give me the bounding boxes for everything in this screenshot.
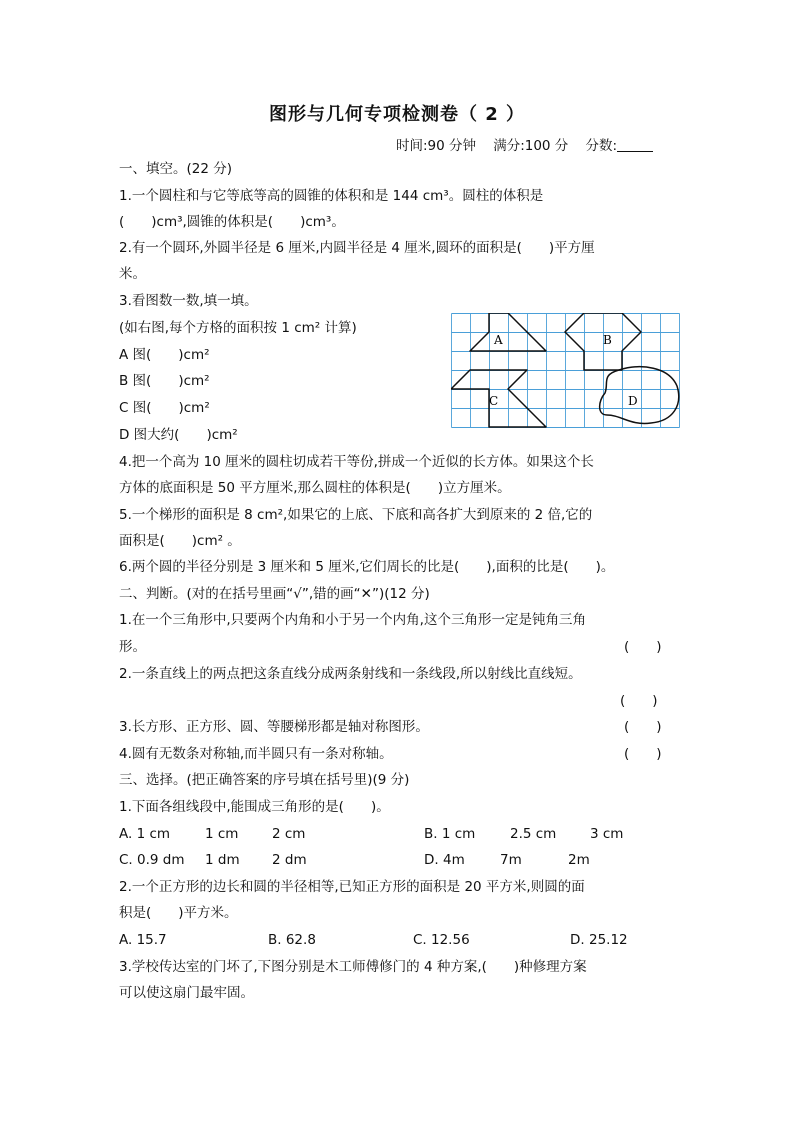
s3-q3-line1: 3.学校传达室的门坏了,下图分别是木工师傅修门的 4 种方案,( )种修理方案 xyxy=(119,959,587,975)
s2-q3-answer[interactable]: ( ) xyxy=(624,719,662,735)
s3-q1-option-a[interactable]: A. 1 cm xyxy=(119,826,171,842)
s3-q1-option-b[interactable]: B. 1 cm xyxy=(424,826,476,842)
section2-heading: 二、判断。(对的在括号里画“√”,错的画“✕”)(12 分) xyxy=(119,586,430,602)
s1-q2-line2: 米。 xyxy=(119,266,146,282)
full-score-label: 满分:100 分 xyxy=(493,138,569,154)
s3-q1-option-d-2: 7m xyxy=(500,852,522,868)
score-blank[interactable] xyxy=(617,137,653,152)
shape-c xyxy=(451,370,546,427)
s3-q1-option-a-3: 2 cm xyxy=(272,826,306,842)
s3-q2-option-a[interactable]: A. 15.7 xyxy=(119,932,167,948)
s1-q3-b: B 图( )cm² xyxy=(119,373,210,389)
s3-q1-option-d[interactable]: D. 4m xyxy=(424,852,465,868)
s1-q3-note: (如右图,每个方格的面积按 1 cm² 计算) xyxy=(119,320,357,336)
s1-q1-line2: ( )cm³,圆锥的体积是( )cm³。 xyxy=(119,214,345,230)
s3-q2-option-b[interactable]: B. 62.8 xyxy=(268,932,316,948)
exam-meta xyxy=(396,134,653,154)
label-a: A xyxy=(494,333,503,347)
section3-heading: 三、选择。(把正确答案的序号填在括号里)(9 分) xyxy=(119,772,410,788)
section1-heading: 一、填空。(22 分) xyxy=(119,161,233,177)
s2-q4-answer[interactable]: ( ) xyxy=(624,746,662,762)
page-title: 图形与几何专项检测卷（ 2 ） xyxy=(268,104,526,125)
s1-q4-line2: 方体的底面积是 50 平方厘米,那么圆柱的体积是( )立方厘米。 xyxy=(119,480,511,496)
s1-q6: 6.两个圆的半径分别是 3 厘米和 5 厘米,它们周长的比是( ),面积的比是( )。 xyxy=(119,559,615,575)
s3-q1-option-c-2: 1 dm xyxy=(205,852,240,868)
label-b: B xyxy=(603,333,612,347)
s2-q3: 3.长方形、正方形、圆、等腰梯形都是轴对称图形。 xyxy=(119,719,429,735)
s3-q2-option-c[interactable]: C. 12.56 xyxy=(413,932,470,948)
s3-q1-option-a-2: 1 cm xyxy=(205,826,239,842)
s3-q1-option-b-2: 2.5 cm xyxy=(510,826,557,842)
s3-q1: 1.下面各组线段中,能围成三角形的是( )。 xyxy=(119,799,390,815)
time-label: 时间:90 分钟 xyxy=(396,138,477,154)
s2-q1-line1: 1.在一个三角形中,只要两个内角和小于另一个内角,这个三角形一定是钝角三角 xyxy=(119,612,586,628)
s1-q3: 3.看图数一数,填一填。 xyxy=(119,293,258,309)
s1-q3-c: C 图( )cm² xyxy=(119,400,210,416)
s1-q5-line1: 5.一个梯形的面积是 8 cm²,如果它的上底、下底和高各扩大到原来的 2 倍,它的 xyxy=(119,507,593,523)
s2-q2: 2.一条直线上的两点把这条直线分成两条射线和一条线段,所以射线比直线短。 xyxy=(119,666,582,682)
s3-q3-line2: 可以使这扇门最牢固。 xyxy=(119,985,254,1001)
s3-q2-line1: 2.一个正方形的边长和圆的半径相等,已知正方形的面积是 20 平方米,则圆的面 xyxy=(119,879,585,895)
s1-q5-line2: 面积是( )cm² 。 xyxy=(119,533,241,549)
s1-q3-d: D 图大约( )cm² xyxy=(119,427,238,443)
s1-q4-line1: 4.把一个高为 10 厘米的圆柱切成若干等份,拼成一个近似的长方体。如果这个长 xyxy=(119,454,594,470)
s2-q2-answer[interactable]: ( ) xyxy=(620,693,658,709)
label-c: C xyxy=(489,394,499,408)
shape-grid-figure xyxy=(451,313,680,428)
s1-q3-a: A 图( )cm² xyxy=(119,347,210,363)
s3-q2-line2: 积是( )平方米。 xyxy=(119,905,238,921)
s3-q2-option-d[interactable]: D. 25.12 xyxy=(570,932,628,948)
s3-q1-option-d-3: 2m xyxy=(568,852,590,868)
s1-q1-line1: 1.一个圆柱和与它等底等高的圆锥的体积和是 144 cm³。圆柱的体积是 xyxy=(119,188,544,204)
s2-q1-line2: 形。 xyxy=(119,639,146,655)
s2-q4: 4.圆有无数条对称轴,而半圆只有一条对称轴。 xyxy=(119,746,393,762)
shape-d xyxy=(600,367,679,424)
s3-q1-option-c-3: 2 dm xyxy=(272,852,307,868)
shape-a xyxy=(470,313,546,351)
s3-q1-option-b-3: 3 cm xyxy=(590,826,624,842)
label-d: D xyxy=(628,394,638,408)
s3-q1-option-c[interactable]: C. 0.9 dm xyxy=(119,852,185,868)
score-label: 分数: xyxy=(585,138,618,154)
s2-q1-answer[interactable]: ( ) xyxy=(624,639,662,655)
s1-q2-line1: 2.有一个圆环,外圆半径是 6 厘米,内圆半径是 4 厘米,圆环的面积是( )平方厘 xyxy=(119,240,595,256)
